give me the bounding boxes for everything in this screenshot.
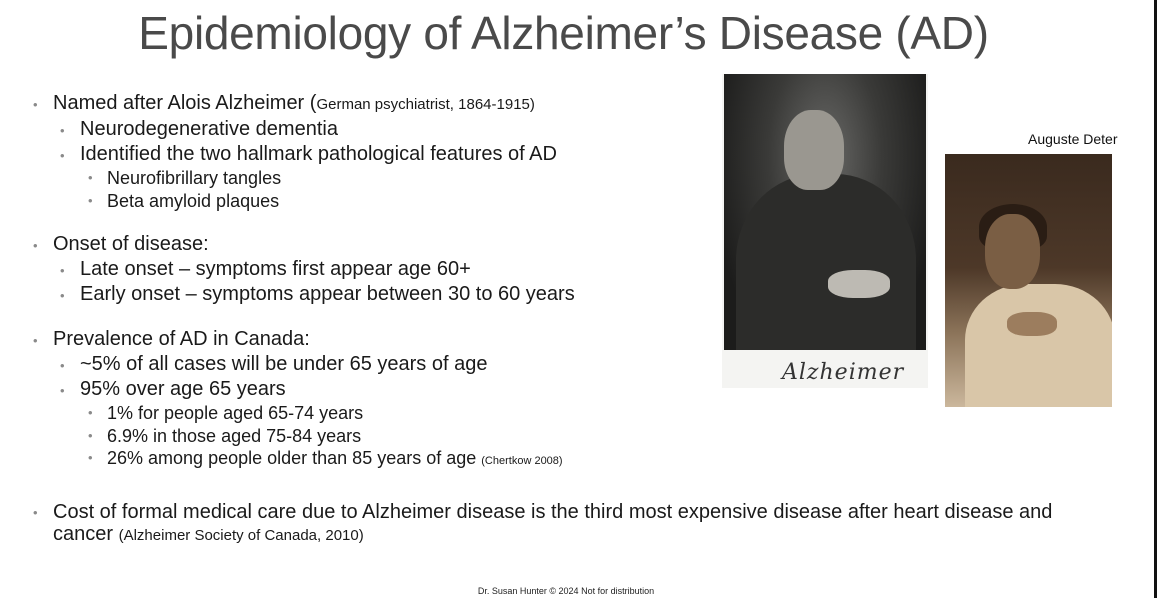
bullet-hallmark-features: • Identified the two hallmark pathological features of AD [30, 142, 1110, 167]
alzheimer-signature: Alzheimer [782, 360, 905, 385]
bullet-prevalence: • Prevalence of AD in Canada: [30, 327, 1110, 352]
bullet-late-onset: • Late onset – symptoms first appear age 60+ [30, 257, 1110, 282]
bullet-85-plus [30, 447, 1110, 473]
bullet-plaques: • Beta amyloid plaques [30, 190, 1110, 213]
citation: (Chertkow 2008) [481, 455, 563, 467]
bullet-early-onset: • Early onset – symptoms appear between 30 to 60 years [30, 282, 1110, 307]
bullet-text: Cost of formal medical care due to Alzheimer disease is the third most expensive disease after heart disease and cancer [53, 500, 1053, 545]
citation: (Alzheimer Society of Canada, 2010) [118, 526, 364, 544]
bullet-text: 26% among people older than 85 years of age [107, 448, 482, 468]
auguste-deter-photo [945, 154, 1112, 407]
alzheimer-portrait [722, 74, 928, 388]
bullet-75-84: • 6.9% in those aged 75-84 years [30, 425, 1110, 448]
deter-caption: Auguste Deter [1028, 131, 1118, 147]
bullet-over-65: • 95% over age 65 years [30, 377, 1110, 402]
bullet-under-65: • ~5% of all cases will be under 65 years of age [30, 352, 1110, 377]
bullet-text: Named after Alois Alzheimer ( [53, 92, 317, 114]
footer-copyright: Dr. Susan Hunter © 2024 Not for distribution [477, 586, 655, 596]
slide-title: Epidemiology of Alzheimer’s Disease (AD) [138, 7, 989, 59]
bullet-note: German psychiatrist, 1864-1915) [316, 96, 535, 113]
bullet-named-after [30, 91, 1110, 117]
bullet-tangles: • Neurofibrillary tangles [30, 167, 1110, 190]
alzheimer-photo [724, 74, 926, 350]
bullet-cost [30, 501, 1083, 547]
bullet-onset: • Onset of disease: [30, 232, 1110, 257]
bullet-neurodegenerative: • Neurodegenerative dementia [30, 117, 1110, 142]
bullet-65-74: • 1% for people aged 65-74 years [30, 402, 1110, 425]
